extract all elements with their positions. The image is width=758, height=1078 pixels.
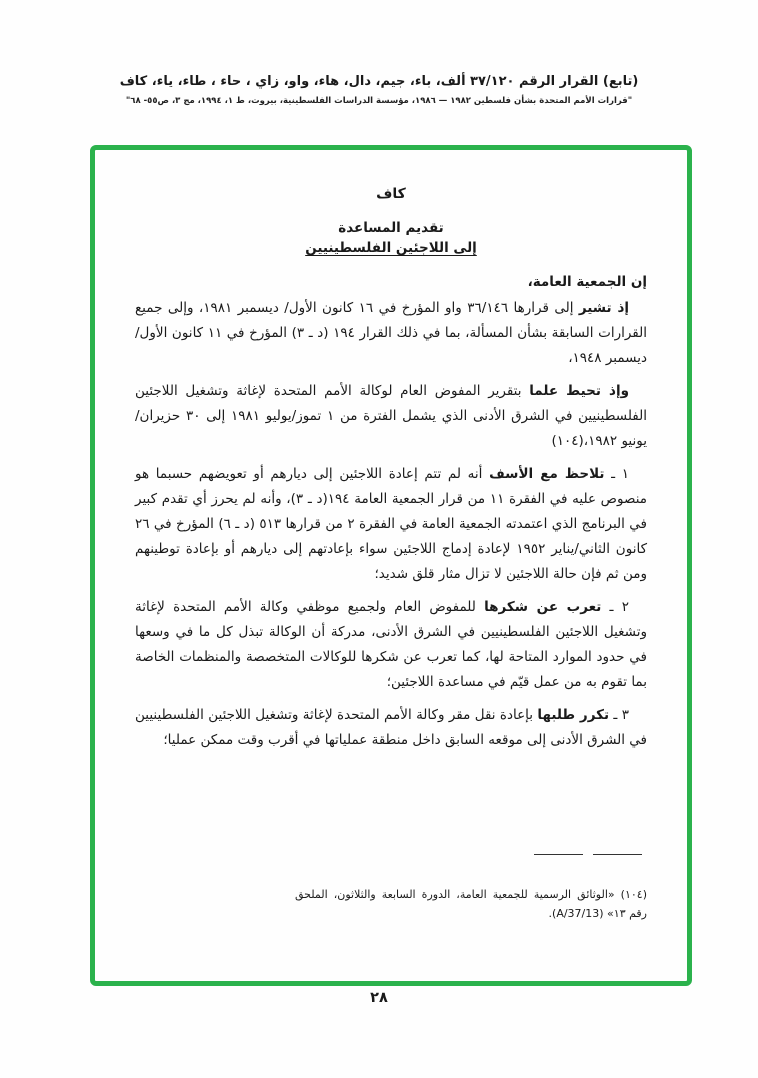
paragraph-operative-2 — [135, 595, 647, 695]
opening-phrase: إن الجمعية العامة، — [527, 274, 647, 290]
paragraph-number: ٣ ـ — [609, 707, 629, 723]
paragraph-text: أنه لم تتم إعادة اللاجئين إلى ديارهم أو تعويضهم حسبما هو منصوص عليه في الفقرة ١١ من قرار الجمعية العامة ١٩٤(د ـ ٣)، وأنه لم يحرز أي تقدم كبير في البرنامج الذي اعتمدته الجمعية العامة في الفقرة ٢ من قرارها ٥١٣ (د ـ ٦) المؤرخ في ٢٦ كانون الثاني/يناير ١٩٥٢ لإعادة إدماج اللاجئين سواء بإعادتهم إلى ديارهم أو بإعادة توطينهم ومن ثم فإن حالة اللاجئين لا تزال مثار قلق شديد؛ — [135, 466, 648, 582]
paragraph-number: ١ ـ — [604, 466, 629, 482]
paragraph-operative-1 — [135, 462, 647, 587]
document-subtitle: إلى اللاجئين الفلسطينيين — [305, 240, 477, 256]
document-title-line1: تقديم المساعدة — [338, 220, 444, 236]
page-number: ٢٨ — [370, 990, 388, 1006]
paragraph-text: بتقرير المفوض العام لوكالة الأمم المتحدة لإغاثة وتشغيل اللاجئين الفلسطينيين في الشرق الأدنى الذي يشمل الفترة من ١ تموز/يوليو ١٩٨١ إلى ٣٠ حزيران/يونيو ١٩٨٢،(١٠٤) — [135, 383, 647, 449]
section-letter: كاف — [376, 186, 406, 202]
footnote-separator — [534, 854, 642, 855]
paragraph-lead: وإذ تحيط علما — [529, 383, 630, 399]
paragraph-lead: تلاحظ مع الأسف — [489, 466, 605, 482]
document-title-line2 — [135, 240, 647, 256]
paragraph-lead: تكرر طلبها — [537, 707, 610, 723]
paragraph-lead: إذ تشير — [578, 300, 629, 316]
resolution-title: (تابع) القرار الرقم ٣٧/١٢٠ ألف، باء، جيم، دال، هاء، واو، زاي ، حاء ، طاء، ياء، كاف — [119, 74, 639, 89]
paragraph-operative-3 — [135, 703, 647, 753]
paragraph-text: للمفوض العام ولجميع موظفي وكالة الأمم المتحدة لإغاثة وتشغيل اللاجئين الفلسطينيين في الشرق الأدنى، مدركة أن الوكالة تبذل كل ما في وسعها في حدود الموارد المتاحة لها، كما تعرب عن شكرها للوكالات المتخصصة والمنظمات الخاصة بما تقوم به من عمل قيّم في مساعدة اللاجئين؛ — [135, 599, 647, 690]
paragraph-preamble-2 — [135, 379, 647, 454]
footnote: (١٠٤) «الوثائق الرسمية للجمعية العامة، الدورة السابعة والثلاثون، الملحق رقم ١٣» (A/37/13). — [295, 888, 647, 920]
footnote-separator-dash — [534, 854, 583, 855]
paragraph-text: إلى قرارها ٣٦/١٤٦ واو المؤرخ في ١٦ كانون الأول/ ديسمبر ١٩٨١، وإلى جميع القرارات السابقة بشأن المسألة، بما في ذلك القرار ١٩٤ (د ـ ٣) المؤرخ في ١١ كانون الأول/ديسمبر ١٩٤٨، — [135, 300, 647, 366]
resolution-content-box — [90, 145, 692, 986]
footnote-separator-dash — [593, 854, 642, 855]
source-citation: "قرارات الأمم المتحدة بشأن فلسطين ١٩٨٢ — ١٩٨٦، مؤسسة الدراسات الفلسطينية، بيروت، ط ١، ١٩٩٤، مج ٣، ص٥٥- ٦٨" — [125, 96, 633, 106]
paragraph-number: ٢ ـ — [601, 599, 629, 615]
paragraph-preamble-1 — [135, 296, 647, 371]
paragraph-text: بإعادة نقل مقر وكالة الأمم المتحدة لإغاثة وتشغيل اللاجئين الفلسطينيين في الشرق الأدنى إلى موقعه السابق داخل منطقة عملياتها في أقرب وقت ممكن عمليا؛ — [135, 707, 647, 748]
paragraph-lead: تعرب عن شكرها — [484, 599, 602, 615]
page-header — [0, 74, 758, 106]
